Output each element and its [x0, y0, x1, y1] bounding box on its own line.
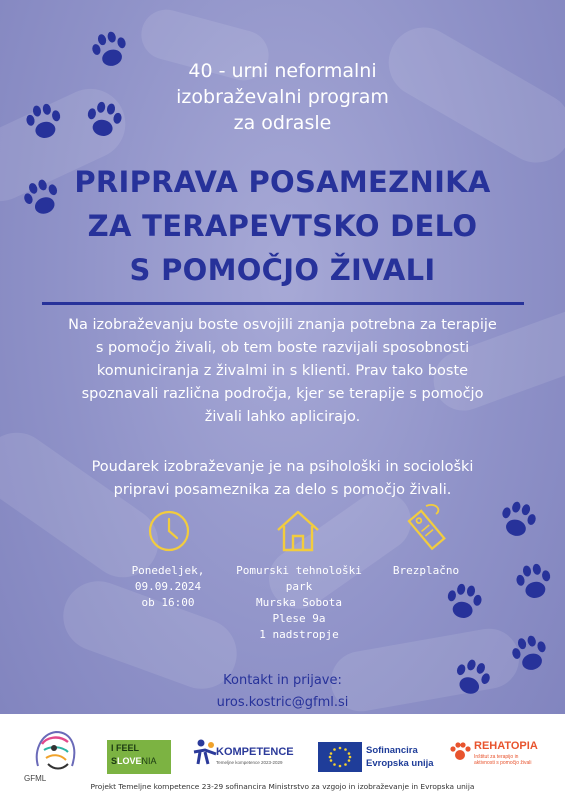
eu-logo [318, 740, 436, 774]
location-info [224, 563, 374, 643]
rehatopia-logo [448, 736, 560, 776]
kompetence-figure-icon [192, 738, 218, 766]
paw-icon [509, 557, 560, 608]
rehatopia-paw-icon [448, 740, 472, 764]
intro-line: 40 - urni neformalni [188, 60, 377, 82]
location-line: Plese 9a [272, 612, 326, 625]
description-line: komuniciranja z živalmi in s klienti. Prav tako boste [96, 363, 469, 379]
date-line: ob 16:00 [141, 596, 195, 609]
description-line: s pomočjo živali, ob tem boste razvijali sposobnosti [95, 340, 470, 356]
kompetence-label: KOMPETENCE [216, 746, 294, 758]
paw-icon [439, 577, 490, 628]
intro-text [0, 58, 565, 136]
gfml-logo [24, 726, 84, 788]
gfml-label: GFML [24, 774, 47, 783]
eu-line1: Sofinancira [366, 745, 418, 756]
footnote: Projekt Temeljne kompetence 23-29 sofinancira Ministrstvo za vzgojo in izobraževanje in Evropska unija [90, 782, 475, 791]
location-line: Murska Sobota [255, 596, 343, 609]
ifeelslovenia-logo [107, 740, 171, 774]
clock-icon [146, 508, 192, 554]
eu-flag-icon [318, 742, 362, 772]
date-line: 09.09.2024 [134, 580, 202, 593]
kompetence-logo [192, 738, 300, 774]
date-info [118, 563, 218, 611]
description-line: spoznavali različna področja, kjer se terapije s pomočjo [81, 386, 484, 402]
location-line: Pomurski tehnološki [236, 564, 362, 577]
ifeel-nia: NIA [141, 756, 157, 766]
intro-line: izobraževalni program [176, 86, 389, 108]
house-icon [274, 508, 322, 554]
price-tag-icon [402, 504, 450, 554]
ifeel-bottom [111, 756, 157, 766]
emphasis-text [60, 456, 505, 502]
contact-label: Kontakt in prijave: [223, 673, 342, 688]
kompetence-sub: Temeljne kompetence 2023-2029 [216, 760, 283, 765]
description-text [60, 314, 505, 429]
date-line: Ponedeljek, [131, 564, 205, 577]
emphasis-line: Poudarek izobraževanje je na psihološki in sociološki [91, 459, 474, 475]
contact-email[interactable]: uros.kostric@gfml.si [216, 695, 349, 710]
rehatopia-sub2: aktivnosti s pomočjo živali [474, 760, 532, 766]
price-info [376, 563, 476, 579]
ifeel-s: S [111, 756, 118, 766]
ifeel-top: I FEEL [111, 743, 140, 753]
location-line: 1 nadstropje [259, 628, 339, 641]
ifeel-love: LOVE [117, 756, 142, 766]
description-line: Na izobraževanju boste osvojili znanja potrebna za terapije [68, 317, 497, 333]
title-divider [42, 302, 524, 305]
eu-line2: Evropska unija [366, 758, 434, 769]
title-line: PRIPRAVA POSAMEZNIKA [74, 165, 491, 199]
emphasis-line: pripravi posameznika za delo s pomočjo živali. [113, 482, 452, 498]
rehatopia-label: REHATOPIA [474, 740, 538, 752]
gfml-portrait-icon [28, 726, 84, 772]
title-line: S POMOČJO ŽIVALI [129, 253, 436, 287]
title-line: ZA TERAPEVTSKO DELO [87, 209, 478, 243]
rehatopia-sub1: Inštitut za terapijo in [474, 754, 519, 760]
intro-line: za odrasle [233, 112, 332, 134]
description-line: živali lahko aplicirajo. [204, 409, 361, 425]
price-line: Brezplačno [392, 564, 460, 577]
contact [0, 670, 565, 714]
page-title [0, 160, 565, 292]
location-line: park [285, 580, 313, 593]
